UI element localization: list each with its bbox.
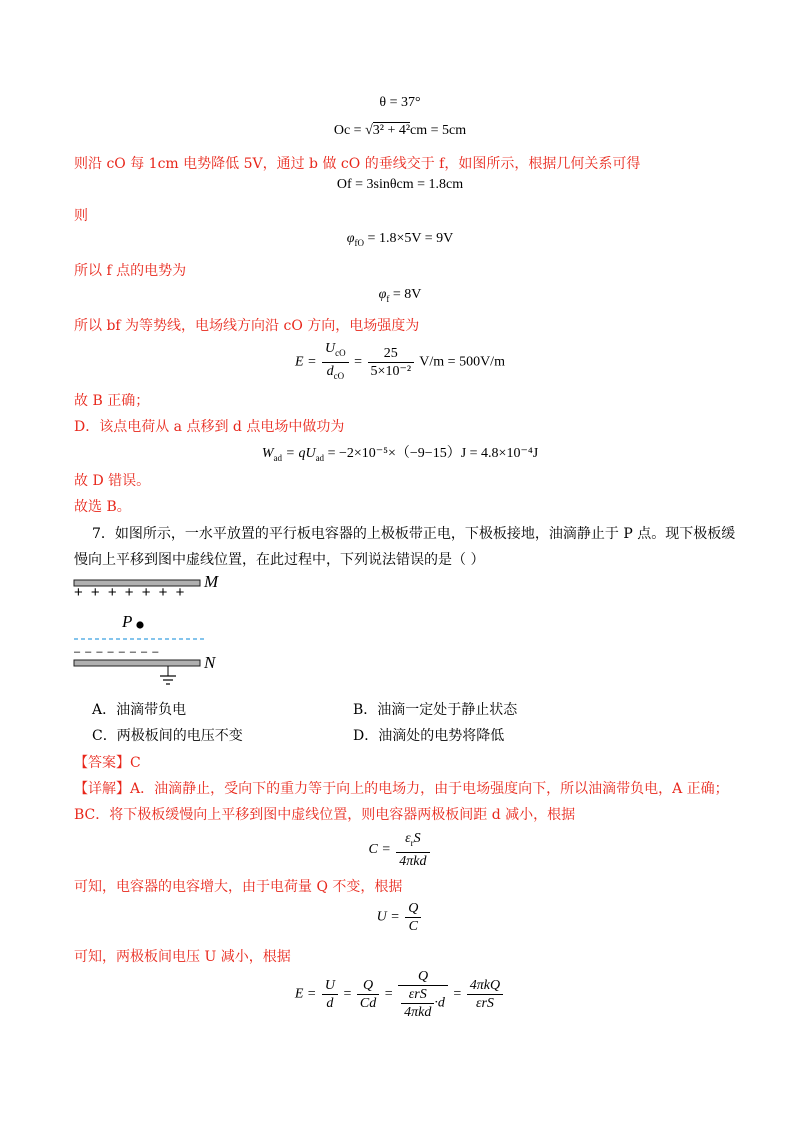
equation-w-rest: = qU [282, 446, 316, 461]
detail-line-4: 可知，两极板间电压 U 减小，根据 [74, 949, 291, 965]
capacitor-figure [70, 572, 240, 692]
equation-capacitance [0, 830, 800, 870]
e2-f3-inner-numerator: εrS [408, 987, 427, 1002]
fraction-u-over-d [322, 340, 349, 385]
equation-phi-fo [0, 231, 800, 248]
option-a: A．油滴带负电 [92, 702, 187, 718]
e2-f4-numerator: 4πkQ [469, 978, 501, 993]
solution-line-2: 则 [74, 208, 88, 224]
detail-line-1: 【详解】A．油滴静止，受向下的重力等于向上的电场力，由于电场强度向下，所以油滴带负电，A 正确； [74, 781, 729, 797]
equation-oc-prefix: Oc = [333, 123, 366, 138]
detail-line-2: BC．将下极板缓慢向上平移到图中虚线位置，则电容器两极板间距 d 减小，根据 [74, 807, 576, 823]
equation-e-lhs: E = [295, 354, 321, 370]
equation-of [0, 177, 800, 193]
work-subscript: ad [273, 452, 282, 463]
equation-field-strength [0, 340, 800, 385]
work-symbol: W [261, 446, 274, 461]
equation-field-final [0, 968, 800, 1021]
fraction-25-over-5e-2 [368, 345, 414, 380]
fraction-q-over-c [405, 900, 421, 935]
e2-f2-denominator: Cd [359, 996, 377, 1011]
e2-f3-numerator: Q [417, 969, 429, 984]
label-m: M [204, 572, 219, 591]
solution-line-1: 则沿 cO 每 1cm 电势降低 5V，通过 b 做 cO 的垂线交于 f，如图所示，根据几何关系可得 [74, 156, 641, 172]
e2-f1-denominator: d [326, 996, 334, 1011]
equation-theta-text: θ = 37° [379, 95, 421, 110]
solution-line-7: 故 D 错误。 [74, 473, 151, 489]
solution-line-6: D．该点电荷从 a 点移到 d 点电场中做功为 [74, 419, 345, 435]
fraction-final [467, 977, 503, 1012]
option-b: B．油滴一定处于静止状态 [353, 702, 518, 718]
numerator-u-sub: cO [335, 347, 346, 358]
equation-theta [0, 95, 800, 111]
denominator-5e-2: 5×10⁻² [370, 363, 412, 379]
equation-oc-radicand: 3² + 4² [372, 123, 411, 138]
capacitance-denominator: 4πkd [399, 853, 427, 869]
denominator-d-sub: cO [333, 370, 345, 381]
e2-f2-numerator: Q [363, 978, 374, 993]
option-d: D．油滴处的电势将降低 [353, 728, 505, 744]
equation-e-rest: V/m = 500V/m [419, 354, 505, 370]
solution-line-8: 故选 B。 [74, 499, 131, 515]
e2-f1-numerator: U [324, 978, 335, 993]
denominator-d: d [326, 363, 334, 379]
sqrt-icon: √ [365, 123, 373, 138]
equation-w-tail: = −2×10⁻⁵×（−9−15）J = 4.8×10⁻⁴J [324, 446, 539, 461]
equation-phi-fo-rest: = 1.8×5V = 9V [364, 231, 454, 246]
phi-symbol: φ [346, 231, 355, 246]
numerator-25: 25 [368, 345, 414, 363]
equation-e2-lhs: E = [294, 986, 320, 1002]
positive-charges: + + + + + + + [74, 584, 187, 601]
solution-line-3: 所以 f 点的电势为 [74, 263, 187, 279]
epsilon-subscript: r [410, 837, 414, 848]
detail-line-3: 可知，电容器的电容增大，由于电荷量 Q 不变，根据 [74, 879, 403, 895]
area-symbol: S [413, 831, 421, 846]
negative-charges: ‒ ‒ ‒ ‒ ‒ ‒ ‒ ‒ [74, 646, 160, 658]
fraction-capacitance [396, 830, 429, 870]
label-p: P [122, 612, 133, 631]
equals-sign: = [354, 354, 366, 370]
equation-phi-f-rest: = 8V [389, 287, 422, 302]
lower-plate [74, 660, 200, 666]
answer-line: 【答案】C [74, 755, 141, 771]
phi-f-subscript: f [386, 293, 390, 304]
equation-of-text: Of = 3sinθcm = 1.8cm [336, 177, 464, 192]
e2-f3-inner-denominator: 4πkd [404, 1005, 432, 1020]
solution-line-5: 故 B 正确； [74, 393, 150, 409]
equation-work [0, 442, 800, 463]
numerator-u: U [325, 341, 336, 356]
e2-f4-denominator: εrS [475, 996, 494, 1011]
denominator-c: C [408, 919, 418, 934]
label-n: N [204, 653, 216, 672]
fraction-q-over-cd [357, 977, 379, 1012]
epsilon-symbol: ε [405, 831, 411, 846]
phi-fo-subscript: fO [354, 237, 365, 248]
equation-c-lhs: C = [368, 842, 395, 858]
solution-line-4: 所以 bf 为等势线，电场线方向沿 cO 方向，电场强度为 [74, 318, 420, 334]
equation-w-rest-sub: ad [315, 452, 325, 463]
option-c: C．两极板间的电压不变 [92, 728, 243, 744]
equals-sign: = [453, 986, 465, 1002]
equals-sign: = [384, 986, 397, 1002]
fraction-u-over-d-2 [322, 977, 338, 1012]
equation-voltage [0, 900, 800, 935]
question-7-line-1: 7．如图所示，一水平放置的平行板电容器的上极板带正电，下极板接地，油滴静止于 P 点。现下极板缓 [92, 526, 736, 542]
fraction-compound [398, 968, 448, 1021]
equation-oc [0, 123, 800, 139]
equation-phi-f [0, 287, 800, 304]
equation-u-lhs: U = [376, 909, 404, 925]
oil-drop-point [136, 621, 143, 628]
phi-symbol: φ [378, 287, 387, 302]
equation-oc-suffix: cm = 5cm [410, 123, 467, 138]
question-7-line-2: 慢向上平移到图中虚线位置，在此过程中，下列说法错误的是（ ） [74, 552, 485, 568]
fraction-inner [401, 986, 434, 1021]
equals-sign: = [343, 986, 355, 1002]
numerator-q: Q [408, 901, 419, 916]
e2-f3-multiplier: ·d [434, 995, 445, 1011]
